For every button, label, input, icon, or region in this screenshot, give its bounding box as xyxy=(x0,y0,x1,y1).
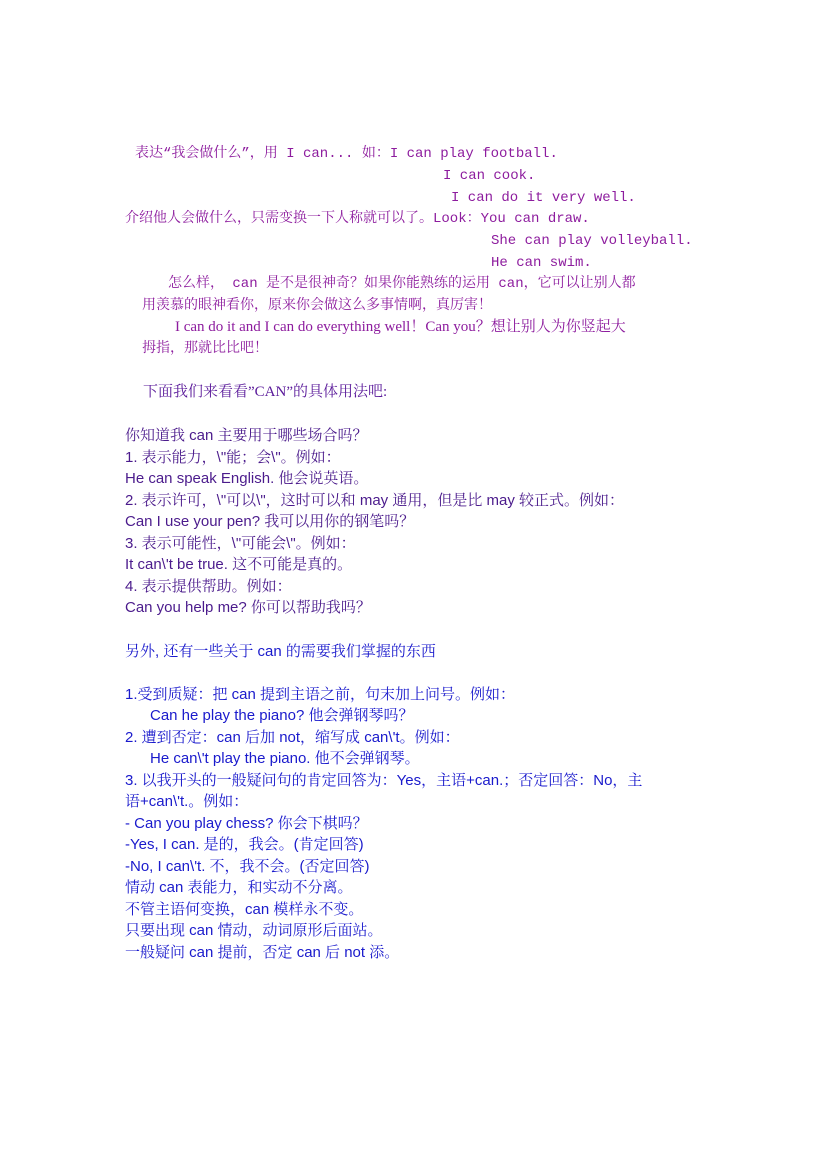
section1-item-1: 1. 表示能力，\"能；会\"。例如： xyxy=(125,449,341,466)
dialogue-line-3: -No, I can\'t. 不，我不会。(否定回答) xyxy=(125,858,370,875)
intro-line-4: 介绍他人会做什么，只需变换一下人称就可以了。Look：You can draw. xyxy=(125,211,590,227)
section1-example-4: Can you help me? 你可以帮助我吗？ xyxy=(125,599,371,616)
intro-line-9: I can do it and I can do everything well！Can you？想让别人为你竖起大 xyxy=(175,319,626,335)
intro-line-3: I can do it very well. xyxy=(451,190,636,206)
section2-intro: 另外, 还有一些关于 can 的需要我们掌握的东西 xyxy=(125,643,436,660)
rhyme-line-4: 一般疑问 can 提前，否定 can 后 not 添。 xyxy=(125,944,400,961)
dialogue-line-1: - Can you play chess? 你会下棋吗？ xyxy=(125,815,368,832)
section1-item-4: 4. 表示提供帮助。例如： xyxy=(125,578,292,595)
section1-example-1: He can speak English. 他会说英语。 xyxy=(125,470,369,487)
section2-example-2: He can\'t play the piano. 他不会弹钢琴。 xyxy=(150,750,420,767)
intro-line-7: 怎么样， can 是不是很神奇？如果你能熟练的运用 can，它可以让别人都 xyxy=(168,276,636,292)
intro-line-8: 用羡慕的眼神看你，原来你会做这么多事情啊，真厉害！ xyxy=(142,298,492,314)
intro-line-5: She can play volleyball. xyxy=(491,233,693,249)
rhyme-line-1: 情动 can 表能力，和实动不分离。 xyxy=(125,879,353,896)
section2-item-2: 2. 遭到否定：can 后加 not，缩写成 can\'t。例如： xyxy=(125,729,460,746)
section2-item-1: 1.受到质疑：把 can 提到主语之前，句末加上问号。例如： xyxy=(125,686,516,703)
intro-line-2: I can cook. xyxy=(443,168,536,184)
intro-line-10: 拇指，那就比比吧！ xyxy=(142,341,268,357)
section1-example-3: It can\'t be true. 这不可能是真的。 xyxy=(125,556,353,573)
rhyme-line-2: 不管主语何变换，can 模样永不变。 xyxy=(125,901,364,918)
section-heading: 下面我们来看看”CAN”的具体用法吧: xyxy=(143,384,388,400)
section1-question: 你知道我 can 主要用于哪些场合吗？ xyxy=(125,427,368,444)
intro-line-6: He can swim. xyxy=(491,255,592,271)
section2-item-3: 3. 以我开头的一般疑问句的肯定回答为：Yes，主语+can.；否定回答：No，主 xyxy=(125,772,643,789)
section2-item-3-cont: 语+can\'t.。例如： xyxy=(125,793,249,810)
section1-example-2: Can I use your pen? 我可以用你的钢笔吗？ xyxy=(125,513,415,530)
section1-item-2: 2. 表示许可，\"可以\"，这时可以和 may 通用，但是比 may 较正式。例如： xyxy=(125,492,625,509)
dialogue-line-2: -Yes, I can. 是的，我会。(肯定回答) xyxy=(125,836,364,853)
section2-example-1: Can he play the piano? 他会弹钢琴吗？ xyxy=(150,707,414,724)
section1-item-3: 3. 表示可能性，\"可能会\"。例如： xyxy=(125,535,356,552)
rhyme-line-3: 只要出现 can 情动，动词原形后面站。 xyxy=(125,922,383,939)
intro-line-1: 表达“我会做什么”，用 I can... 如：I can play football. xyxy=(135,146,558,162)
